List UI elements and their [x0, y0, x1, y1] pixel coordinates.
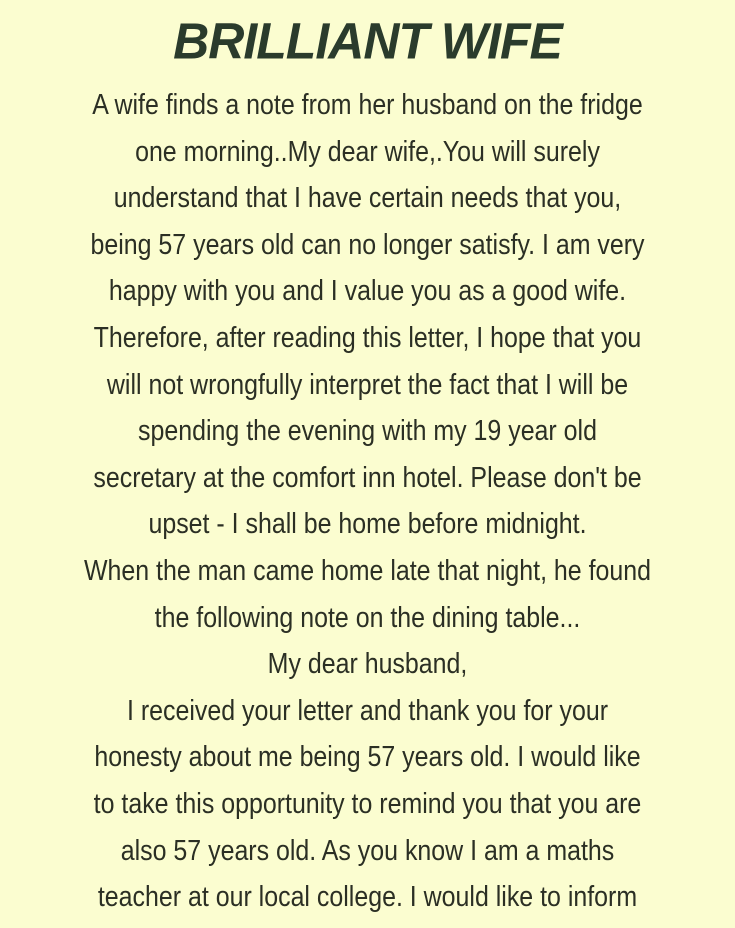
text-line: honesty about me being 57 years old. I would like	[94, 741, 641, 774]
text-line: being 57 years old can no longer satisfy. I am very	[90, 228, 645, 261]
text-line: secretary at the comfort inn hotel. Please don't be	[93, 461, 642, 494]
text-line: also 57 years old. As you know I am a maths	[120, 834, 615, 867]
text-line: My dear husband,	[267, 648, 468, 681]
text-line: the following note on the dining table...	[154, 601, 581, 634]
page-title: BRILLIANT WIFE	[173, 12, 562, 70]
text-line: Therefore, after reading this letter, I hope that you	[93, 321, 642, 354]
text-line: happy with you and I value you as a good wife.	[108, 275, 627, 308]
text-line: When the man came home late that night, he found	[83, 554, 652, 587]
story-text	[20, 82, 715, 921]
text-line: will not wrongfully interpret the fact that I will be	[106, 368, 629, 401]
text-line: teacher at our local college. I would like to inform	[97, 881, 638, 914]
text-line: to take this opportunity to remind you that you are	[93, 787, 642, 820]
text-line: upset - I shall be home before midnight.	[148, 508, 587, 541]
text-line: A wife finds a note from her husband on the fridge	[92, 89, 643, 121]
text-line: one morning..My dear wife,.You will surely	[135, 135, 600, 168]
text-line: I received your letter and thank you for your	[126, 694, 609, 727]
text-line: understand that I have certain needs that you,	[113, 182, 622, 215]
text-line: spending the evening with my 19 year old	[138, 415, 597, 448]
